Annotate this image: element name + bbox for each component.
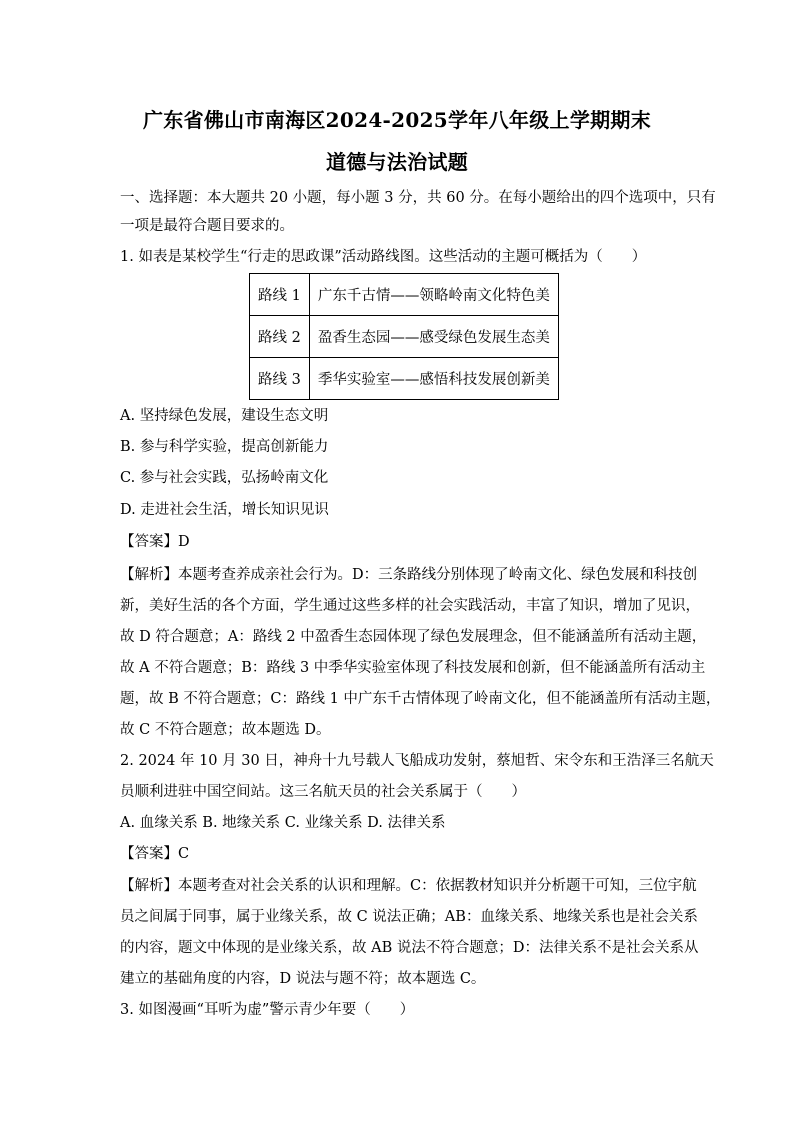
question-2-analysis-line: 【解析】本题考查对社会关系的认识和理解。C：依据教材知识并分析题干可知，三位宇航 bbox=[120, 878, 697, 894]
route-description: 季华实验室——感悟科技发展创新美 bbox=[309, 358, 558, 400]
question-2-analysis-line: 员之间属于同事，属于业缘关系，故 C 说法正确；AB：血缘关系、地缘关系也是社会关系 bbox=[120, 909, 698, 925]
route-description: 广东千古情——领略岭南文化特色美 bbox=[309, 274, 558, 316]
table-row bbox=[250, 358, 559, 400]
question-2-stem-line-2: 员顺利进驻中国空间站。这三名航天员的社会关系属于（ ） bbox=[120, 784, 526, 800]
question-1-option-a: A. 坚持绿色发展，建设生态文明 bbox=[120, 408, 329, 424]
section-intro-line-1: 一、选择题：本大题共 20 小题，每小题 3 分，共 60 分。在每小题给出的四个选项中，只有 bbox=[120, 190, 716, 206]
question-1-answer: 【答案】D bbox=[120, 534, 190, 550]
route-label: 路线 2 bbox=[250, 316, 310, 358]
route-label: 路线 3 bbox=[250, 358, 310, 400]
document-subtitle: 道德与法治试题 bbox=[325, 150, 469, 174]
question-1-analysis-line: 【解析】本题考查养成亲社会行为。D：三条路线分别体现了岭南文化、绿色发展和科技创 bbox=[120, 567, 698, 583]
question-3-stem: 3. 如图漫画“耳听为虚”警示青少年要（ ） bbox=[120, 1002, 415, 1018]
document-title: 广东省佛山市南海区2024-2025学年八年级上学期期末 bbox=[142, 108, 652, 132]
question-1-analysis-line: 故 A 不符合题意；B：路线 3 中季华实验室体现了科技发展和创新，但不能涵盖所有活动主 bbox=[120, 660, 706, 676]
route-table bbox=[249, 273, 559, 400]
table-row bbox=[250, 316, 559, 358]
question-2-answer: 【答案】C bbox=[120, 846, 190, 862]
question-1-stem: 1. 如表是某校学生“行走的思政课”活动路线图。这些活动的主题可概括为（ ） bbox=[120, 249, 647, 265]
question-1-option-b: B. 参与科学实验，提高创新能力 bbox=[120, 439, 329, 455]
route-description: 盈香生态园——感受绿色发展生态美 bbox=[309, 316, 558, 358]
question-1-option-d: D. 走进社会生活，增长知识见识 bbox=[120, 502, 329, 518]
question-2-analysis-line: 的内容，题文中体现的是业缘关系，故 AB 说法不符合题意；D：法律关系不是社会关系从 bbox=[120, 940, 699, 956]
question-1-analysis-line: 题，故 B 不符合题意；C：路线 1 中广东千古情体现了岭南文化，但不能涵盖所有活动主题， bbox=[120, 691, 721, 707]
question-2-options: A. 血缘关系 B. 地缘关系 C. 业缘关系 D. 法律关系 bbox=[120, 815, 446, 831]
route-label: 路线 1 bbox=[250, 274, 310, 316]
question-1-option-c: C. 参与社会实践，弘扬岭南文化 bbox=[120, 470, 329, 486]
section-intro-line-2: 一项是最符合题目要求的。 bbox=[120, 218, 294, 234]
question-1-analysis-line: 故 D 符合题意；A：路线 2 中盈香生态园体现了绿色发展理念，但不能涵盖所有活动主题， bbox=[120, 629, 707, 645]
question-2-stem-line-1: 2. 2024 年 10 月 30 日，神舟十九号载人飞船成功发射，蔡旭哲、宋令东和王浩泽三名航天 bbox=[120, 753, 714, 769]
question-1-analysis-line: 故 C 不符合题意；故本题选 D。 bbox=[120, 722, 331, 738]
question-2-analysis-line: 建立的基础角度的内容，D 说法与题不符；故本题选 C。 bbox=[120, 971, 486, 987]
table-row bbox=[250, 274, 559, 316]
question-1-analysis-line: 新，美好生活的各个方面，学生通过这些多样的社会实践活动，丰富了知识，增加了见识， bbox=[120, 598, 700, 614]
